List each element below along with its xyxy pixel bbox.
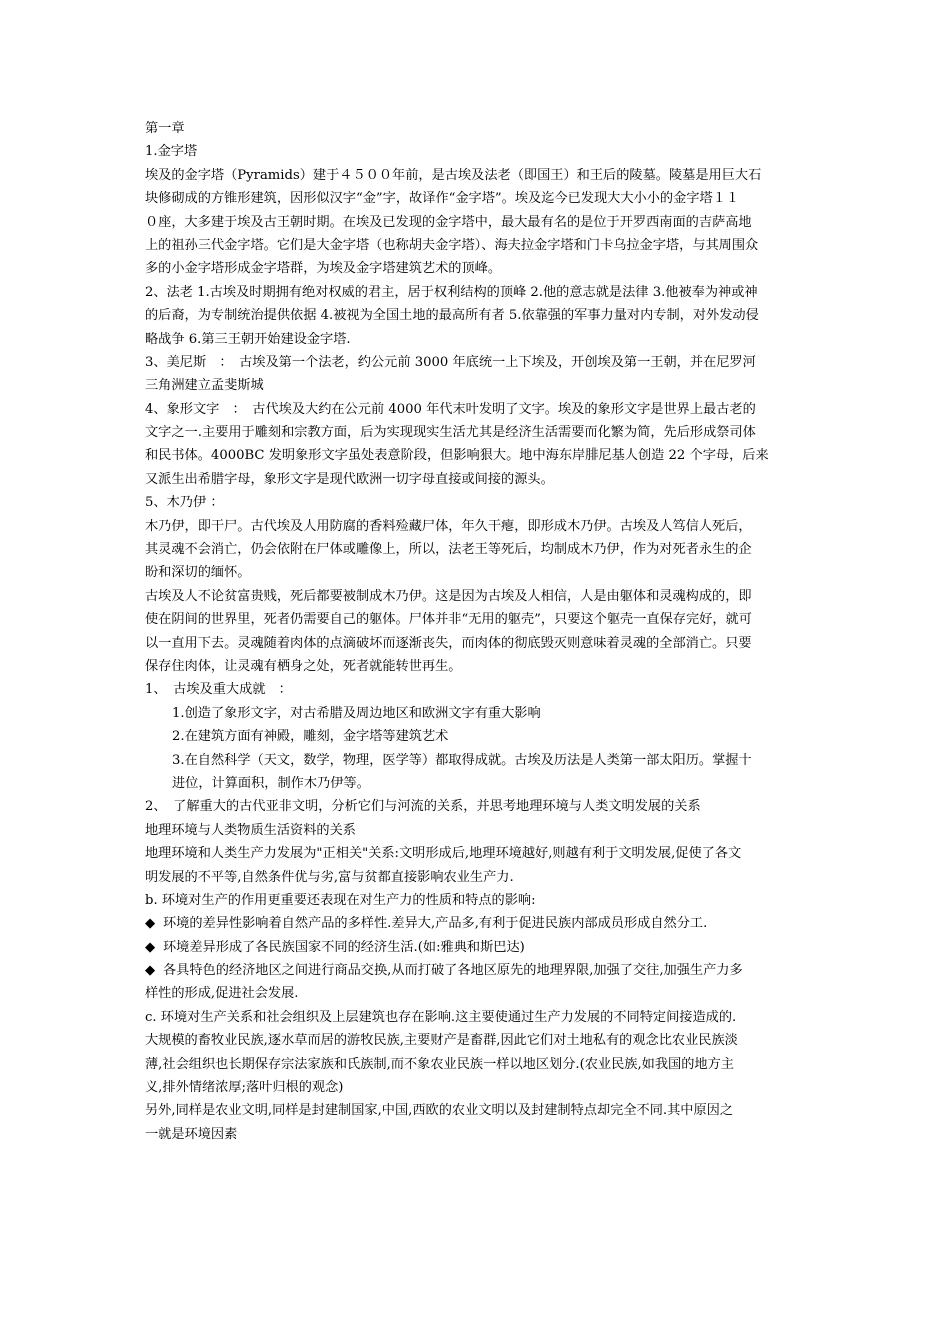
text-line-content: 其灵魂不会消亡，仍会依附在尸体或雕像上，所以，法老王等死后，均制成木乃伊，作为对死者永生的企: [145, 542, 752, 558]
text-line-content: 大规模的畜牧业民族,逐水草而居的游牧民族,主要财产是畜群,因此它们对土地私有的观念比农业民族淡: [145, 1033, 738, 1049]
text-line-content: 2、 了解重大的古代亚非文明，分析它们与河流的关系，并思考地理环境与人类文明发展的关系: [145, 799, 701, 815]
text-line: [145, 374, 807, 397]
text-line-content: 1.创造了象形文字，对古希腊及周边地区和欧洲文字有重大影响: [172, 705, 541, 721]
text-line-content: b. 环境对生产的作用更重要还表现在对生产力的性质和特点的影响:: [145, 892, 536, 908]
text-line: [145, 585, 807, 608]
text-line: [145, 515, 807, 538]
text-line: [145, 889, 807, 912]
text-line: [145, 1076, 807, 1099]
text-line-content: 又派生出希腊字母，象形文字是现代欧洲一切字母直接或间接的源头。: [145, 471, 554, 487]
text-line: [145, 328, 807, 351]
text-line-content: 第一章: [145, 121, 185, 136]
text-line: [145, 655, 807, 678]
text-line: [145, 936, 807, 959]
text-line: [145, 561, 807, 584]
text-line-content: 盼和深切的缅怀。: [145, 565, 251, 581]
text-line: [145, 140, 807, 163]
text-line: [145, 749, 807, 772]
text-line: [145, 702, 807, 725]
text-line: [145, 538, 807, 561]
text-line: [145, 398, 807, 421]
text-line: [145, 304, 807, 327]
text-line-content: 1、 古埃及重大成就 ：: [145, 682, 292, 698]
text-line-content: 3、美尼斯 ： 古埃及第一个法老，约公元前 3000 年底统一上下埃及，开创埃及第一王朝，并在尼罗河: [145, 354, 756, 370]
diamond-bullet-icon: ◆: [145, 916, 156, 932]
document-body: [145, 117, 807, 1146]
text-line: [145, 421, 807, 444]
text-line: [145, 444, 807, 467]
text-line-content: 块修砌成的方锥形建筑，因形似汉字“金”字，故译作“金字塔”。埃及迄今已发现大大小小的金字塔１１: [145, 191, 740, 207]
text-line: [145, 1099, 807, 1122]
text-line: [145, 632, 807, 655]
text-line-content: 使在阴间的世界里，死者仍需要自己的躯体。尸体并非“无用的躯壳”，只要这个躯壳一直保存完好，就可: [145, 612, 752, 628]
text-line: [145, 257, 807, 280]
text-line-content: 地理环境和人类生产力发展为"正相关"关系:文明形成后,地理环境越好,则越有利于文明发展,促使了各文: [145, 846, 742, 862]
text-line-content: 古埃及人不论贫富贵贱，死后都要被制成木乃伊。这是因为古埃及人相信，人是由躯体和灵魂构成的，即: [145, 588, 752, 604]
diamond-bullet-icon: ◆: [145, 939, 156, 955]
text-line-content: 上的祖孙三代金字塔。它们是大金字塔（也称胡夫金字塔）、海夫拉金字塔和门卡乌拉金字塔，与其周围众: [145, 237, 759, 253]
text-line: [145, 795, 807, 818]
text-line-content: 明发展的不平等,自然条件优与劣,富与贫都直接影响农业生产力.: [145, 869, 514, 885]
text-line: [145, 772, 807, 795]
text-line-content: 5、木乃伊 ：: [145, 495, 224, 511]
text-line: [145, 912, 807, 935]
text-line-content: 另外,同样是农业文明,同样是封建制国家,中国,西欧的农业文明以及封建制特点却完全不同.其中原因之: [145, 1103, 734, 1119]
text-line-content: 和民书体。4000BC 发明象形文字虽处表意阶段，但影响狠大。地中海东岸腓尼基人创造 22 个字母，后来: [145, 448, 769, 464]
text-line-content: 薄,社会组织也长期保存宗法家族和氏族制,而不象农业民族一样以地区划分.(农业民族,如我国的地方主: [145, 1056, 734, 1072]
text-line-content: 保存住肉体，让灵魂有栖身之处，死者就能转世再生。: [145, 658, 462, 674]
text-line-content: 以一直用下去。灵魂随着肉体的点滴破坏而逐渐丧失，而肉体的彻底毁灭则意味着灵魂的全部消亡。只要: [145, 635, 752, 651]
text-line-content: c. 环境对生产关系和社会组织及上层建筑也存在影响.这主要使通过生产力发展的不同特定间接造成的.: [145, 1009, 737, 1025]
text-line-content: 各具特色的经济地区之间进行商品交换,从而打破了各地区原先的地理界限,加强了交往,加强生产力多: [163, 963, 743, 979]
text-line: [145, 678, 807, 701]
text-line: [145, 281, 807, 304]
diamond-bullet-icon: ◆: [145, 963, 156, 979]
text-line-content: 1.金字塔: [145, 144, 198, 160]
text-line: [145, 491, 807, 514]
text-line: [145, 211, 807, 234]
text-line: [145, 1029, 807, 1052]
text-line: [145, 164, 807, 187]
text-line-content: 木乃伊，即干尸。古代埃及人用防腐的香料殓藏尸体，年久干瘪，即形成木乃伊。古埃及人笃信人死后，: [145, 518, 752, 534]
text-line-content: 4、象形文字 ： 古代埃及大约在公元前 4000 年代末叶发明了文字。埃及的象形文字是世界上最古老的: [145, 401, 756, 417]
text-line-content: 环境的差异性影响着自然产品的多样性.差异大,产品多,有利于促进民族内部成员形成自然分工.: [163, 916, 708, 932]
text-line-content: 进位，计算面积，制作木乃伊等。: [172, 775, 370, 791]
text-line-content: 2、法老 1.古埃及时期拥有绝对权威的君主，居于权利结构的顶峰 2.他的意志就是法律 3.他被奉为神或神: [145, 284, 758, 300]
text-line-content: 多的小金字塔形成金字塔群，为埃及金字塔建筑艺术的顶峰。: [145, 261, 502, 277]
text-line: [145, 725, 807, 748]
text-line-content: 样性的形成,促进社会发展.: [145, 986, 299, 1002]
text-line: [145, 117, 807, 140]
text-line: [145, 842, 807, 865]
text-line: [145, 234, 807, 257]
text-line: [145, 819, 807, 842]
text-line-content: 3.在自然科学（天文，数学，物理，医学等）都取得成就。古埃及历法是人类第一部太阳历。掌握十: [172, 752, 752, 768]
text-line-content: 一就是环境因素: [145, 1126, 238, 1142]
text-line: [145, 468, 807, 491]
text-line: [145, 187, 807, 210]
text-line-content: 略战争 6.第三王朝开始建设金字塔.: [145, 331, 351, 347]
text-line-content: ０座，大多建于埃及古王朝时期。在埃及已发现的金字塔中，最大最有名的是位于开罗西南面的吉萨高地: [145, 214, 752, 230]
text-line-content: 三角洲建立孟斐斯城: [145, 378, 264, 394]
text-line-content: 的后裔，为专制统治提供依据 4.被视为全国土地的最高所有者 5.依靠强的军事力量对内专制，对外发动侵: [145, 308, 759, 324]
text-line-content: 文字之一.主要用于雕刻和宗教方面，后为实现现实生活尤其是经济生活需要而化繁为简，先后形成祭司体: [145, 425, 756, 441]
text-line: [145, 1123, 807, 1146]
text-line: [145, 866, 807, 889]
text-line: [145, 608, 807, 631]
text-line-content: 义,排外情绪浓厚;落叶归根的观念): [145, 1080, 344, 1096]
text-line-content: 环境差异形成了各民族国家不同的经济生活.(如:雅典和斯巴达): [163, 939, 525, 955]
text-line: [145, 1006, 807, 1029]
text-line-content: 2.在建筑方面有神殿，雕刻，金字塔等建筑艺术: [172, 729, 449, 745]
text-line: [145, 959, 807, 982]
text-line-content: 地理环境与人类物质生活资料的关系: [145, 822, 356, 838]
text-line-content: 埃及的金字塔（Pyramids）建于４５００年前，是古埃及法老（即国王）和王后的陵墓。陵墓是用巨大石: [145, 167, 762, 183]
text-line: [145, 351, 807, 374]
text-line: [145, 1053, 807, 1076]
text-line: [145, 982, 807, 1005]
